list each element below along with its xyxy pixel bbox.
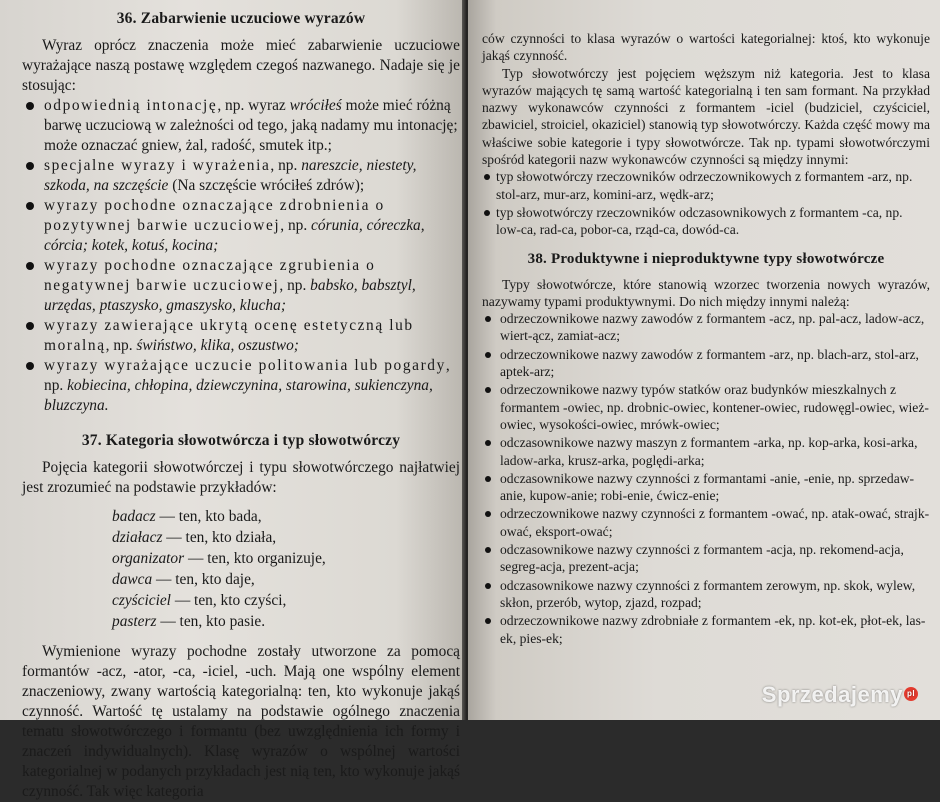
section-37-paragraph: Wymienione wyrazy pochodne zostały utworzone za pomocą formantów -acz, -ator, -ca, -iciel, -uch. Mają one wspólny element znaczeniowy, zwany wartością kategorialną: ten, kto wykonuje jakąś czynność. Wartość tę ustalamy na podstawie ogólnego znaczenia tematu słowotwórczego i formantu (bez uwzględnienia ich formy i znaczeń indywidualnych). Klasę wyrazów o wspólnej wartości kategorialnej w podanych przykładach jest nią ten, kto wykonuje jakąś czynność. Tak więc kategoria [22, 643, 460, 800]
example-row [112, 527, 460, 548]
left-page [0, 0, 466, 800]
list-item-examples: babsko, babsztyl, urzędas, ptaszysko, gmaszysko, klucha; [44, 277, 416, 314]
example-word: dawca [112, 571, 153, 588]
example-definition: — ten, kto organizuje, [184, 550, 326, 567]
list-item-lead: wyrazy zawierające ukrytą ocenę estetyczną lub moralną [44, 317, 414, 354]
list-item [22, 316, 460, 356]
example-definition: — ten, kto daje, [152, 571, 255, 588]
list-item: odrzeczownikowe nazwy zdrobniałe z formantem -ek, np. kot-ek, płot-ek, las-ek, pies-ek; [482, 612, 930, 647]
examples-list [112, 506, 460, 632]
list-item: odczasownikowe nazwy maszyn z formantem -arka, np. kop-arka, kosi-arka, ladow-arka, krusz-arka, poględi-arka; [482, 434, 930, 469]
types-list [482, 168, 930, 238]
list-item [22, 96, 460, 156]
list-item-lead: wyrazy pochodne oznaczające zdrobnienia o pozytywnej barwie uczuciowej [44, 197, 385, 234]
example-word: badacz [112, 508, 156, 525]
example-definition: — ten, kto pasie. [156, 613, 266, 630]
list-item-text: , np. wyraz [217, 97, 290, 114]
example-word: organizator [112, 550, 185, 567]
list-item-examples: córunia, córeczka, córcia; kotek, kotuś, kocina; [44, 217, 425, 254]
example-definition: — ten, kto czyści, [170, 592, 287, 609]
example-definition: — ten, kto bada, [155, 508, 262, 525]
section-36-intro: Wyraz oprócz znaczenia może mieć zabarwienie uczuciowe wyrażające naszą postawę względem czegoś nazwanego. Nadaje się je stosując: [22, 37, 460, 94]
example-word: działacz [112, 529, 163, 546]
list-item: typ słowotwórczy rzeczowników odczasownikowych z formantem -ca, np. low-ca, rad-ca, pobor-ca, rząd-ca, dowód-ca. [482, 204, 930, 239]
section-38-intro: Typy słowotwórcze, które stanowią wzorzec tworzenia nowych wyrazów, nazywamy typami produktywnymi. Do nich między innymi należą: [482, 276, 930, 309]
list-item-text: , np. [44, 357, 450, 394]
typ-paragraph: Typ słowotwórczy jest pojęciem węższym niż kategoria. Jest to klasa wyrazów mających tę samą wartość kategorialną i ten sam formant. Na przykład nazwy wykonawców czynności z formantem -iciel (budziciel, czyściciel, zbawiciel, stroiciel, okaziciel) stanowią typ słowotwórczy. Każda część mowy ma właściwe sobie kategorie i typy słowotwórcze. Tak np. typami słowotwórczymi spośród kategorii nazw wykonawców czynności są między innymi: [482, 65, 930, 168]
list-item-text: , np. [270, 157, 302, 174]
list-item: odczasownikowe nazwy czynności z formantem -acja, np. rekomend-acja, segreg-acja, prezent-acja; [482, 541, 930, 576]
list-item-text: , np. [105, 337, 137, 354]
list-item-tail: może mieć różną barwę uczuciową w zależności od tego, jaką nadamy mu intonację; może oznaczać gniew, żal, radość, smutek itp.; [44, 97, 458, 154]
list-item: odrzeczownikowe nazwy zawodów z formantem -acz, np. pal-acz, ladow-acz, wiert-ącz, zamiat-acz; [482, 310, 930, 345]
list-item-text: , np. [280, 217, 312, 234]
list-item-lead: specjalne wyrazy i wyrażenia [44, 157, 271, 174]
list-item: odczasownikowe nazwy czynności z formantami -anie, -enie, np. sprzedaw-anie, kupow-anie; robi-enie, ćwicz-enie; [482, 470, 930, 505]
list-item: typ słowotwórczy rzeczowników odrzeczownikowych z formantem -arz, np. stol-arz, mur-arz, komini-arz, wędk-arz; [482, 168, 930, 203]
list-item-lead: wyrazy wyrażające uczucie politowania lub pogardy [44, 357, 446, 374]
section-38-heading: 38. Produktywne i nieproduktywne typy słowotwórcze [527, 250, 885, 267]
list-item-examples: świństwo, klika, oszustwo; [136, 337, 299, 354]
example-row [112, 569, 460, 590]
example-row [112, 590, 460, 611]
list-item: odczasownikowe nazwy czynności z formantem zerowym, np. skok, wylew, skłon, przerób, wytop, zjazd, rozpad; [482, 577, 930, 612]
list-item [22, 256, 460, 316]
example-definition: — ten, kto działa, [162, 529, 277, 546]
list-item-tail: (Na szczęście wróciłeś zdrów); [168, 177, 365, 194]
section-37-heading: 37. Kategoria słowotwórcza i typ słowotwórczy [81, 432, 401, 449]
list-item [22, 356, 460, 416]
list-item-text: , np. [279, 277, 311, 294]
example-row [112, 506, 460, 527]
list-item [22, 156, 460, 196]
list-item: odrzeczownikowe nazwy czynności z formantem -ować, np. atak-ować, strajk-ować, eksport-ować; [482, 505, 930, 540]
list-item-lead: odpowiednią intonację [44, 97, 218, 114]
section-38-list [482, 310, 930, 647]
section-37-intro: Pojęcia kategorii słowotwórczej i typu słowotwórczego najłatwiej jest zrozumieć na podstawie przykładów: [22, 459, 460, 496]
list-item-examples: nareszcie, niestety, szkoda, na szczęście [44, 157, 417, 194]
list-item-examples: kobiecina, chłopina, dziewczynina, starowina, sukienczyna, bluzczyna. [44, 377, 433, 414]
example-word: pasterz [112, 613, 157, 630]
example-row [112, 548, 460, 569]
example-word: czyściciel [112, 592, 171, 609]
watermark-text: Sprzedajemy [761, 682, 903, 707]
right-page [468, 0, 940, 720]
section-36-list [22, 96, 460, 416]
watermark-logo [762, 682, 918, 708]
list-item-examples: wróciłeś [289, 97, 342, 114]
list-item [22, 196, 460, 256]
continued-paragraph: ców czynności to klasa wyrazów o wartości kategorialnej: ktoś, kto wykonuje jakąś czynność. [482, 31, 930, 64]
list-item-lead: wyrazy pochodne oznaczające zgrubienia o negatywnej barwie uczuciowej [44, 257, 376, 294]
list-item: odrzeczownikowe nazwy typów statków oraz budynków mieszkalnych z formantem -owiec, np. drobnic-owiec, kontener-owiec, rudowęgl-owiec, wież-owiec, wysokości-owiec, mrówk-owiec; [482, 381, 930, 433]
watermark-dot-icon: pl [904, 687, 918, 701]
list-item: odrzeczownikowe nazwy zawodów z formantem -arz, np. blach-arz, stol-arz, aptek-arz; [482, 346, 930, 381]
example-row [112, 611, 460, 632]
section-36-heading: 36. Zabarwienie uczuciowe wyrazów [116, 10, 366, 27]
